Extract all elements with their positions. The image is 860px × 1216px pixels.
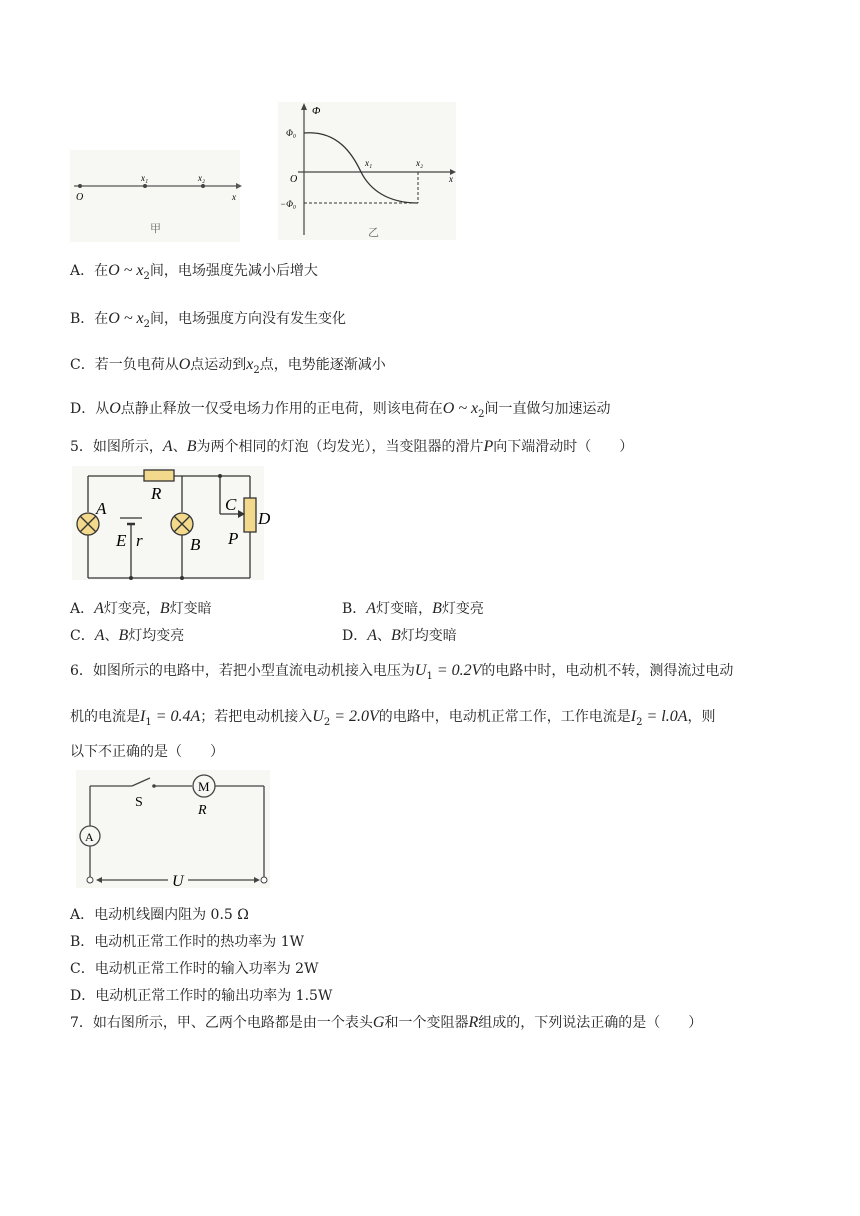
q6-label-s: S [135,795,143,810]
q5-label-r: R [151,484,162,503]
q6-label-m: M [198,779,210,794]
q6-stem-line1: 6．如图所示的电路中，若把小型直流电动机接入电压为$U_1 = 0.2V$的电路中时，电动机不转，测得流过电动 [70,662,734,682]
q5-label-a: A [96,499,107,518]
yi-phi: Φ [312,105,321,117]
q5-label-c: C [225,495,237,514]
q6-stem-line3: 以下不正确的是（ ） [70,744,224,760]
q6-label-a: A [85,830,94,844]
q6-label-r: R [198,803,207,818]
yi-neg-phi0: −Φ₀ [280,199,297,209]
yi-x1: x₁ [365,158,373,168]
q5-label-p: P [228,529,239,548]
q5-label-d: D [258,509,271,528]
q5-option-d: D．A、B灯均变暗 [342,627,457,644]
q4-option-c: C．若一负电荷从O点运动到$x_2$点，电势能逐渐减小 [70,356,386,376]
jia-x2: x₂ [198,173,206,183]
q5-label-b: B [190,535,201,554]
q6-option-b: B．电动机正常工作时的热功率为 1W [70,934,305,950]
q6-circuit [76,770,272,890]
q5-option-c: C．A、B灯均变亮 [70,627,185,644]
q5-label-r-small: r [136,531,143,550]
q6-option-c: C．电动机正常工作时的输入功率为 2W [70,961,319,977]
q6-stem-line2: 机的电流是$I_1 = 0.4A$；若把电动机接入$U_2 = 2.0V$的电路中，电动机正常工作，工作电流是$I_2 = l.0A$，则 [70,708,716,728]
q5-stem: 5．如图所示，A、B为两个相同的灯泡（均发光），当变阻器的滑片P向下端滑动时（ ） [70,438,634,455]
yi-caption: 乙 [368,227,379,239]
jia-origin: O [76,192,84,203]
q4-option-b: B．在O ~ $x_2$间，电场强度方向没有发生变化 [70,310,346,330]
q4-option-a: A．在O ~ $x_2$间，电场强度先减小后增大 [70,262,318,282]
q6-option-d: D．电动机正常工作时的输出功率为 1.5W [70,988,333,1004]
q4-option-d: D．从O点静止释放一仅受电场力作用的正电荷，则该电荷在O ~ $x_2$间一直做匀加速运动 [70,400,611,420]
jia-caption: 甲 [150,223,161,235]
q5-label-e: E [116,531,127,550]
yi-phi0: Φ₀ [286,128,296,138]
jia-axis: x [232,192,236,202]
yi-origin: O [290,174,298,185]
yi-axis: x [449,174,453,184]
q7-stem: 7．如右图所示，甲、乙两个电路都是由一个表头G和一个变阻器R组成的，下列说法正确的是（ ） [70,1014,703,1031]
q6-option-a: A．电动机线圈内阻为 0.5 Ω [70,907,249,923]
q5-option-a: A．A灯变亮，B灯变暗 [70,600,212,617]
yi-x2: x₂ [416,158,424,168]
figure-yi [278,100,460,242]
q5-option-b: B．A灯变暗，B灯变亮 [342,600,484,617]
figure-jia [70,150,245,245]
q6-label-u: U [172,873,184,890]
q5-circuit [72,466,271,584]
jia-x1: x₁ [141,173,149,183]
